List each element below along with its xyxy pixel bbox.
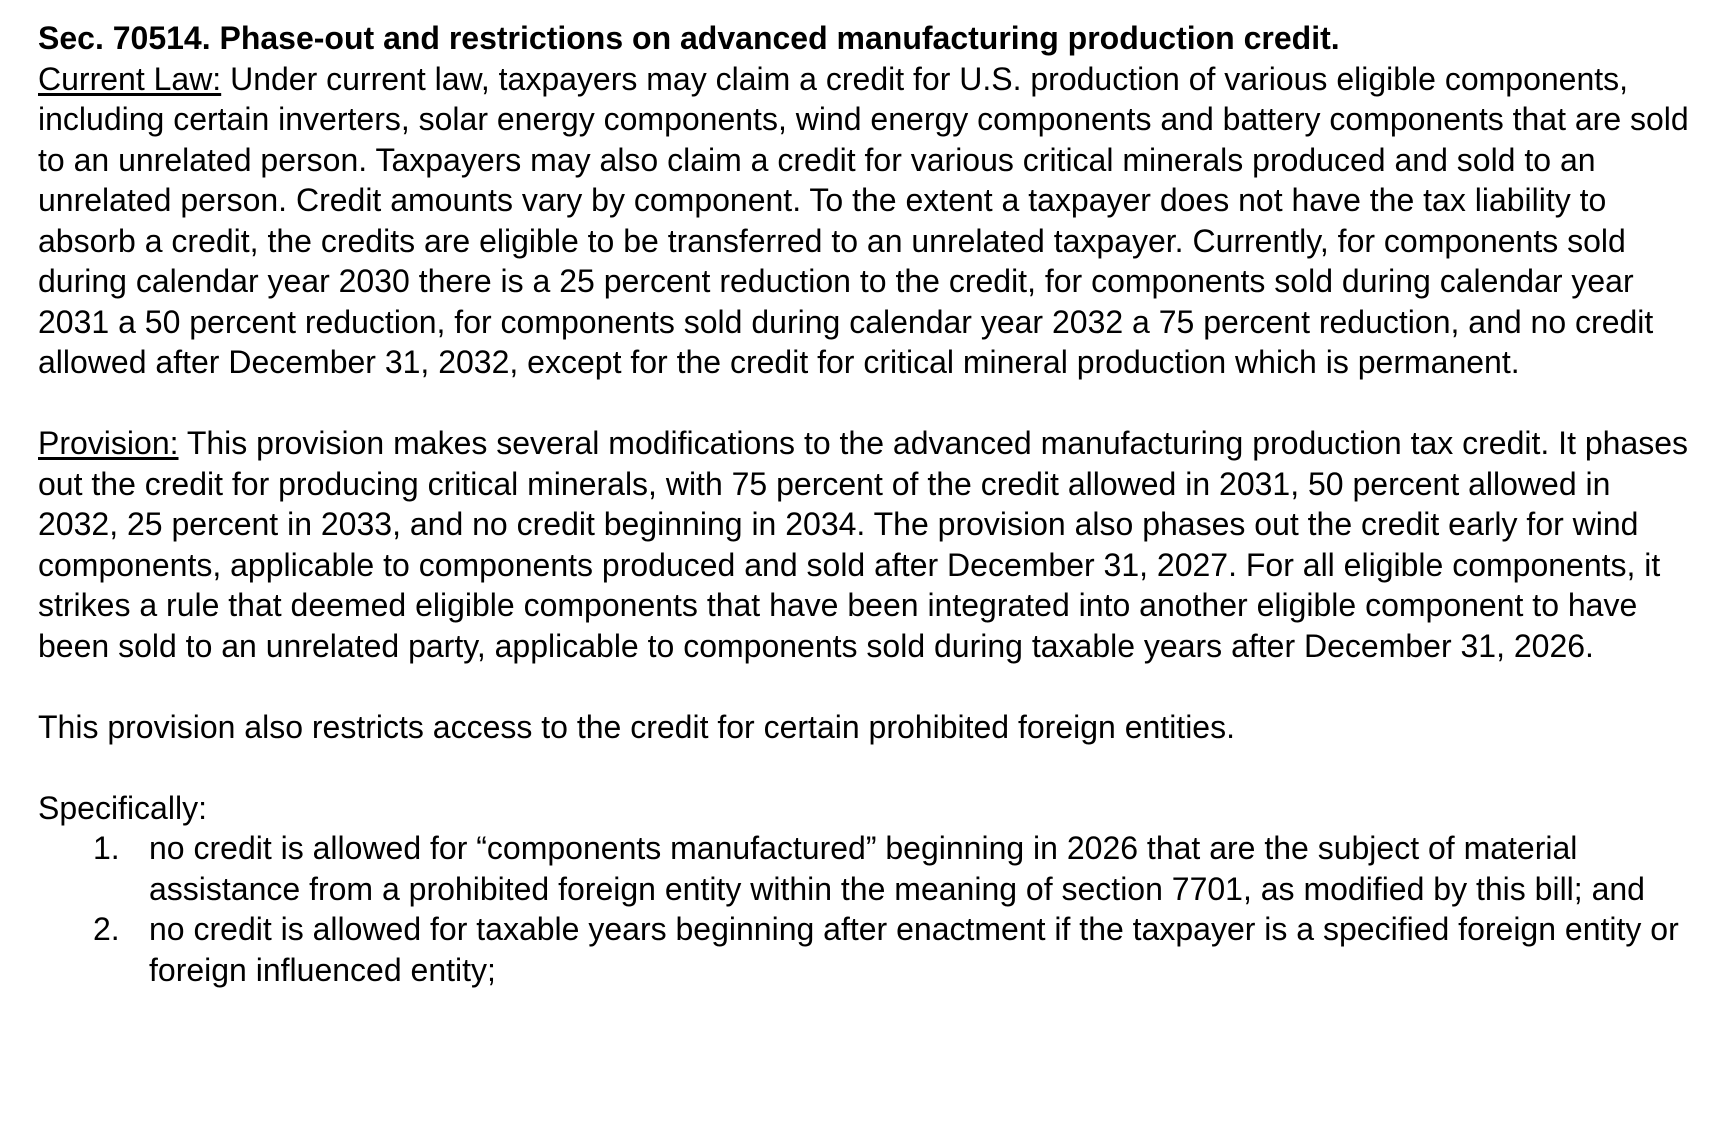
paragraph-spacer [38,666,1698,707]
restrictions-list [38,828,1698,990]
list-item-number: 2. [93,911,120,947]
paragraph-spacer [38,747,1698,788]
list-item-text: no credit is allowed for “components manufactured” beginning in 2026 that are the subject of material assistance from a prohibited foreign entity within the meaning of section 7701, as modified by this bill; and [149,830,1645,907]
restriction-paragraph: This provision also restricts access to the credit for certain prohibited foreign entities. [38,708,1235,745]
provision-text: This provision makes several modifications to the advanced manufacturing production tax credit. It phases out the credit for producing critical minerals, with 75 percent of the credit allowed in 2031, 50 percent allowed in 2032, 25 percent in 2033, and no credit beginning in 2034. The provision also phases out the credit early for wind components, applicable to components produced and sold after December 31, 2027. For all eligible components, it strikes a rule that deemed eligible components that have been integrated into another eligible component to have been sold to an unrelated party, applicable to components sold during taxable years after December 31, 2026. [38,425,1689,664]
current-law-text: Under current law, taxpayers may claim a credit for U.S. production of various eligible components, including certain inverters, solar energy components, wind energy components and battery components that are sold to an unrelated person. Taxpayers may also claim a credit for various critical minerals produced and sold to an unrelated person. Credit amounts vary by component. To the extent a taxpayer does not have the tax liability to absorb a credit, the credits are eligible to be transferred to an unrelated taxpayer. Currently, for components sold during calendar year 2030 there is a 25 percent reduction to the credit, for components sold during calendar year 2031 a 50 percent reduction, for components sold during calendar year 2032 a 75 percent reduction, and no credit allowed after December 31, 2032, except for the credit for critical mineral production which is permanent. [38,60,1689,380]
provision-label: Provision: [38,425,179,461]
provision-paragraph [38,423,1698,666]
current-law-label: Current Law: [38,60,222,97]
specifically-label: Specifically: [38,789,207,826]
current-law-paragraph [38,59,1698,383]
list-item-number: 1. [93,830,120,866]
list-item [38,909,1698,990]
paragraph-spacer [38,383,1698,424]
section-heading: Sec. 70514. Phase-out and restrictions on advanced manufacturing production credit. [38,20,1340,56]
list-item-text: no credit is allowed for taxable years beginning after enactment if the taxpayer is a specified foreign entity or foreign influenced entity; [149,911,1679,988]
document-page [38,18,1698,990]
list-item [38,828,1698,909]
